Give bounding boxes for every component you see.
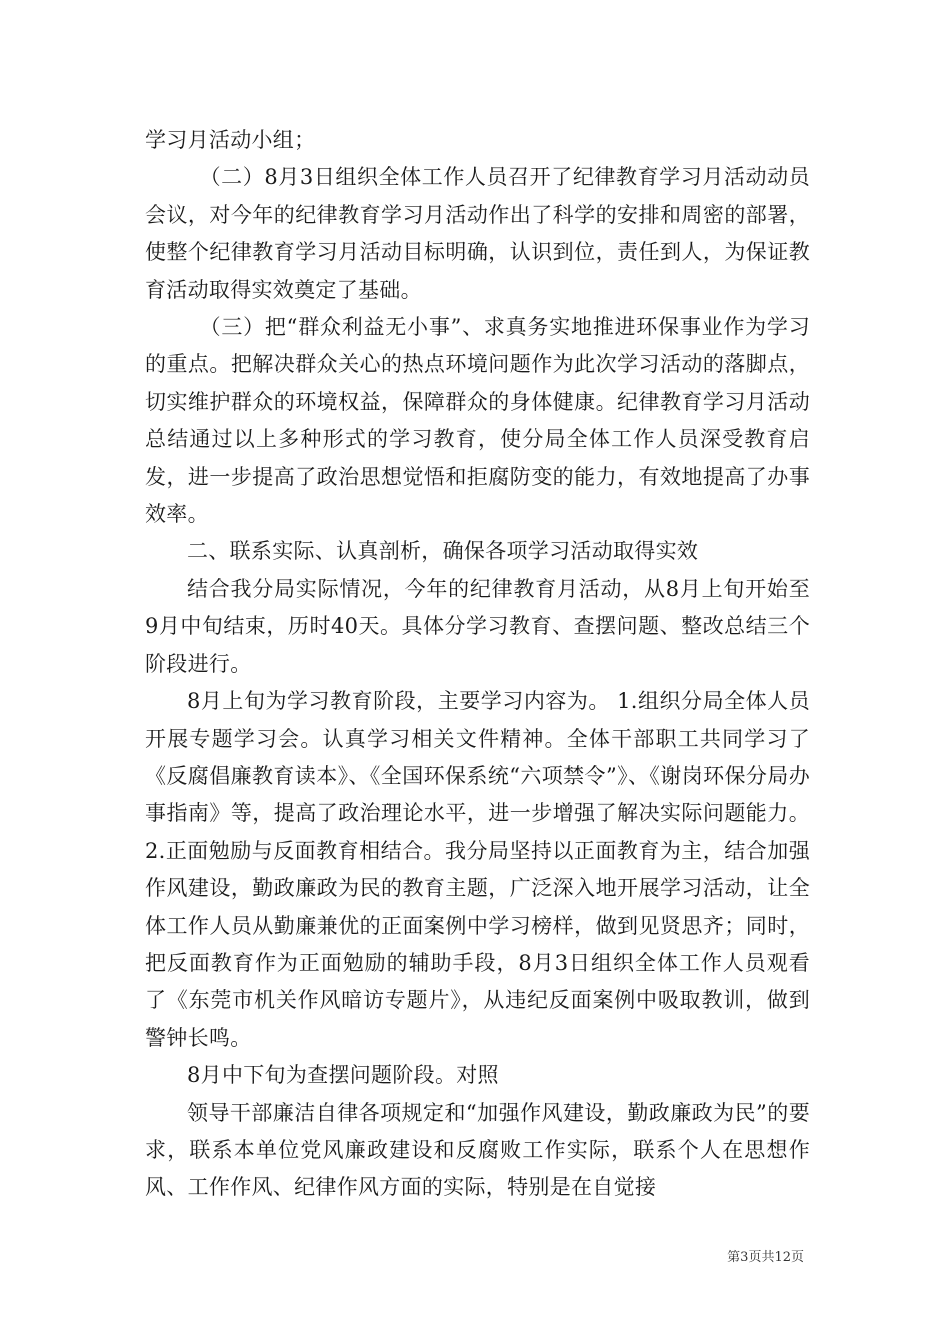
paragraph-3: （三）把“群众利益无小事”、求真务实地推进环保事业作为学习的重点。把解决群众关心的热点环境问题作为此次学习活动的落脚点，切实维护群众的环境权益，保障群众的身体健康。纪律教育学习月活动总结通过以上多种形式的学习教育，使分局全体工作人员深受教育启发，进一步提高了政治思想觉悟和拒腐防变的能力，有效地提高了办事效率。 — [145, 315, 810, 527]
paragraph-1: 学习月活动小组； — [145, 128, 316, 152]
section-heading: 二、联系实际、认真剖析，确保各项学习活动取得实效 — [187, 539, 699, 564]
paragraph-4: 结合我分局实际情况，今年的纪律教育月活动，从8月上旬开始至9月中旬结束，历时40天。具体分学习教育、查摆问题、整改总结三个阶段进行。 — [145, 576, 810, 676]
paragraph-6: 8月中下旬为查摆问题阶段。对照 — [187, 1063, 499, 1088]
paragraph-5: 8月上旬为学习教育阶段，主要学习内容为。 1.组织分局全体人员开展专题学习会。认真学习相关文件精神。全体干部职工共同学习了《反腐倡廉教育读本》、《全国环保系统“六项禁令”》、《谢岗环保分局办事指南》等，提高了政治理论水平，进一步增强了解决实际问题能力。 2.正面勉励与反面教育相结合。我分局坚持以正面教育为主，结合加强作风建设，勤政廉政为民的教育主题，广泛深入地开展学习活动，让全体工作人员从勤廉兼优的正面案例中学习榜样，做到见贤思齐；同时，把反面教育作为正面勉励的辅助手段，8月3日组织全体工作人员观看了《东莞市机关作风暗访专题片》，从违纪反面案例中吸取教训，做到警钟长鸣。 — [145, 689, 810, 1050]
document-body — [145, 122, 810, 1207]
page-number: 第3页共12页 — [727, 1250, 804, 1265]
paragraph-2: （二）8月3日组织全体工作人员召开了纪律教育学习月活动动员会议，对今年的纪律教育学习月活动作出了科学的安排和周密的部署，使整个纪律教育学习月活动目标明确，认识到位，责任到人，为保证教育活动取得实效奠定了基础。 — [145, 165, 810, 302]
paragraph-7: 领导干部廉洁自律各项规定和“加强作风建设，勤政廉政为民”的要求，联系本单位党风廉政建设和反腐败工作实际，联系个人在思想作风、工作作风、纪律作风方面的实际，特别是在自觉接 — [145, 1100, 810, 1200]
